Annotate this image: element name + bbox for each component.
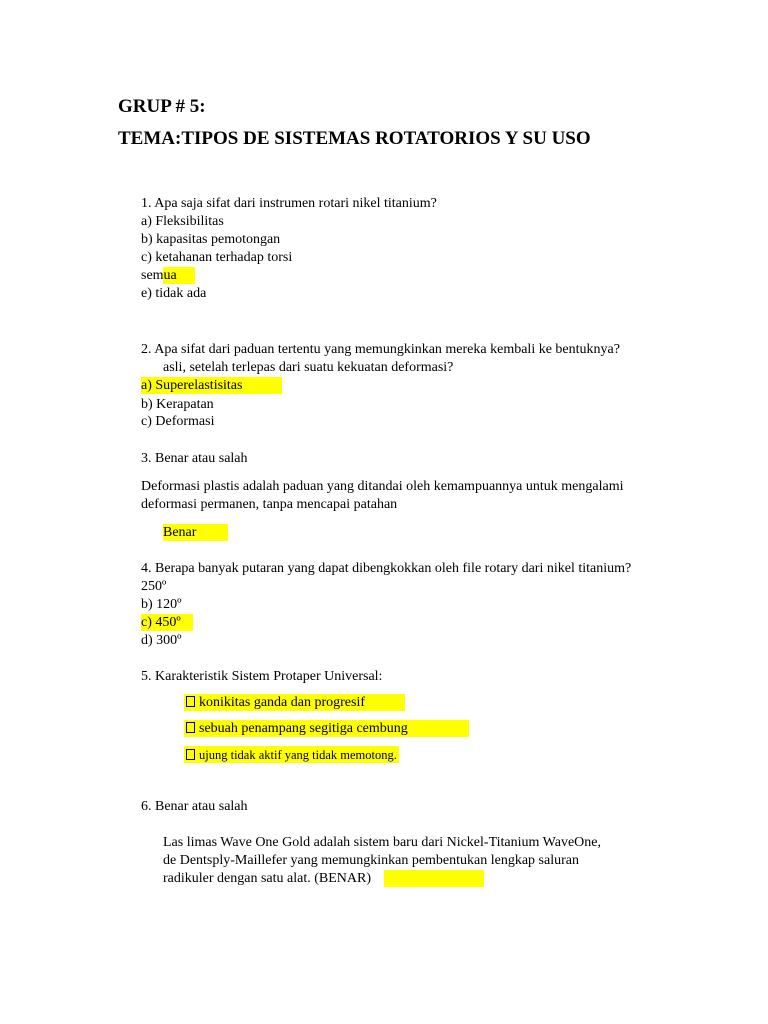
q2-option-c: c) Deformasi <box>141 414 215 429</box>
q4-option-b: b) 120º <box>141 597 182 612</box>
q4-option-d: d) 300º <box>141 633 182 648</box>
theme-heading: TEMA:TIPOS DE SISTEMAS ROTATORIOS Y SU USO <box>118 128 591 149</box>
q5-question: 5. Karakteristik Sistem Protaper Universal: <box>141 669 383 684</box>
group-heading: GRUP # 5: <box>118 96 206 117</box>
q1-question: 1. Apa saja sifat dari instrumen rotari nikel titanium? <box>141 196 437 211</box>
q3-answer: Benar <box>163 525 197 540</box>
q5-item3-text: ujung tidak aktif yang tidak memotong. <box>199 748 397 762</box>
checkbox-square-icon <box>186 722 195 733</box>
q6-line2: de Dentsply-Maillefer yang memungkinkan pembentukan lengkap saluran <box>163 853 579 868</box>
q4-option-c: c) 450º <box>141 615 181 630</box>
q2-option-a: a) Superelastisitas <box>141 378 243 393</box>
q2-question-line2: asli, setelah terlepas dari suatu kekuatan deformasi? <box>163 360 454 375</box>
q3-statement-line1: Deformasi plastis adalah paduan yang ditandai oleh kemampuannya untuk mengalami <box>141 479 624 494</box>
q1-option-c: c) ketahanan terhadap torsi <box>141 250 293 265</box>
q5-item3 <box>186 747 397 764</box>
q3-question: 3. Benar atau salah <box>141 451 248 466</box>
q6-line3: radikuler dengan satu alat. (BENAR) <box>163 871 371 886</box>
q4-option-a: 250º <box>141 579 167 594</box>
q5-item1-text: konikitas ganda dan progresif <box>199 695 366 710</box>
q1-option-e: e) tidak ada <box>141 286 207 301</box>
checkbox-square-icon <box>186 696 195 707</box>
q6-line1: Las limas Wave One Gold adalah sistem baru dari Nickel-Titanium WaveOne, <box>163 835 601 850</box>
q6-question: 6. Benar atau salah <box>141 799 248 814</box>
q1-option-b: b) kapasitas pemotongan <box>141 232 281 247</box>
q5-item2-text: sebuah penampang segitiga cembung <box>199 721 408 736</box>
q1-option-a: a) Fleksibilitas <box>141 214 224 229</box>
q2-option-b: b) Kerapatan <box>141 397 214 412</box>
q1-option-d: semua <box>141 268 177 283</box>
checkbox-square-icon <box>186 749 195 760</box>
q4-question: 4. Berapa banyak putaran yang dapat dibengkokkan oleh file rotary dari nikel titanium? <box>141 561 632 576</box>
q2-question-line1: 2. Apa sifat dari paduan tertentu yang memungkinkan mereka kembali ke bentuknya? <box>141 342 620 357</box>
q5-item1 <box>186 694 365 711</box>
q5-item2 <box>186 720 408 737</box>
highlight-q6-answer <box>384 870 484 887</box>
q3-statement-line2: deformasi permanen, tanpa mencapai patahan <box>141 497 398 512</box>
